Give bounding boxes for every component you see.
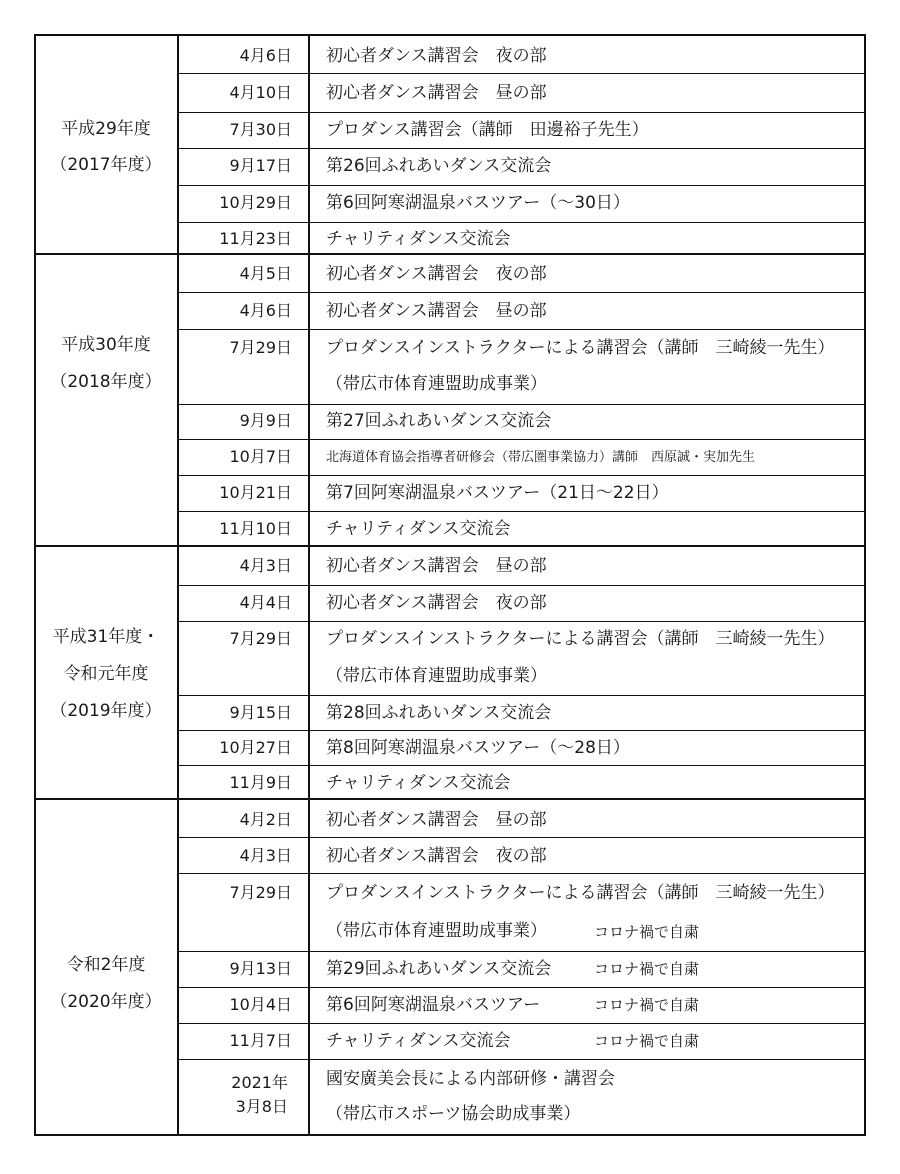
event-date: 4月6日	[239, 46, 292, 65]
row-separator	[177, 873, 866, 874]
event-name: チャリティダンス交流会	[326, 1031, 511, 1051]
event-name: 初心者ダンス講習会 昼の部	[326, 301, 547, 321]
event-name: 第27回ふれあいダンス交流会	[326, 411, 552, 431]
row-separator	[177, 987, 866, 988]
row-separator	[177, 765, 866, 766]
event-date: 3月8日	[235, 1097, 288, 1116]
event-date: 11月7日	[229, 1031, 292, 1050]
event-date: 7月29日	[229, 629, 292, 648]
row-separator	[177, 475, 866, 476]
event-name: 初心者ダンス講習会 昼の部	[326, 556, 547, 576]
row-separator	[177, 148, 866, 149]
event-date-year: 2021年	[231, 1073, 288, 1092]
event-name: 初心者ダンス講習会 昼の部	[326, 83, 547, 103]
row-separator	[177, 329, 866, 330]
row-separator	[177, 585, 866, 586]
event-date: 9月13日	[229, 959, 292, 978]
event-name: 第29回ふれあいダンス交流会	[326, 959, 552, 979]
event-date: 9月17日	[229, 156, 292, 175]
fiscal-year-label: 平成29年度	[61, 119, 151, 139]
event-status-note: コロナ禍で自粛	[594, 960, 700, 978]
row-separator	[177, 439, 866, 440]
event-date: 9月9日	[239, 411, 292, 430]
event-date: 7月30日	[229, 120, 292, 139]
event-subtitle: （帯広市体育連盟助成事業）	[326, 921, 547, 941]
row-separator	[177, 1059, 866, 1060]
event-name: 第7回阿寒湖温泉バスツアー（21日～22日）	[326, 483, 669, 503]
block-separator	[34, 253, 866, 255]
event-name: 第28回ふれあいダンス交流会	[326, 703, 552, 723]
row-separator	[177, 185, 866, 186]
row-separator	[177, 695, 866, 696]
event-date: 10月21日	[219, 483, 292, 502]
event-date: 10月27日	[219, 738, 292, 757]
row-separator	[177, 1023, 866, 1024]
event-name: 初心者ダンス講習会 昼の部	[326, 810, 547, 830]
event-date: 11月10日	[219, 519, 292, 538]
row-separator	[177, 292, 866, 293]
event-status-note: コロナ禍で自粛	[594, 923, 700, 941]
event-date: 7月29日	[229, 883, 292, 902]
fiscal-year-label: 平成31年度・	[52, 627, 160, 647]
event-name: チャリティダンス交流会	[326, 229, 511, 249]
event-date: 4月3日	[239, 846, 292, 865]
event-date: 10月7日	[229, 447, 292, 466]
row-separator	[177, 73, 866, 74]
table-border-top	[34, 34, 866, 36]
block-separator	[34, 545, 866, 547]
event-name: 國安廣美会長による内部研修・講習会	[326, 1069, 615, 1089]
table-border-bottom	[34, 1134, 866, 1136]
event-date: 11月23日	[219, 229, 292, 248]
event-status-note: コロナ禍で自粛	[594, 1032, 700, 1050]
row-separator	[177, 222, 866, 223]
event-date: 4月5日	[239, 264, 292, 283]
fiscal-year-label: 令和元年度	[63, 664, 149, 684]
row-separator	[177, 951, 866, 952]
event-name: プロダンス講習会（講師 田邊裕子先生）	[326, 120, 649, 140]
event-date: 10月4日	[229, 995, 292, 1014]
fiscal-year-label: （2019年度）	[50, 701, 162, 721]
event-name: チャリティダンス交流会	[326, 519, 511, 539]
event-name: 北海道体育協会指導者研修会（帯広圏事業協力）講師 西原誠・実加先生	[326, 450, 756, 465]
event-name: 第6回阿寒湖温泉バスツアー	[326, 995, 541, 1015]
event-date: 10月29日	[219, 193, 292, 212]
event-name: プロダンスインストラクターによる講習会（講師 三崎綾一先生）	[326, 629, 835, 649]
fiscal-year-label: （2017年度）	[50, 155, 162, 175]
event-name: 第6回阿寒湖温泉バスツアー（～30日）	[326, 193, 630, 213]
event-name: 初心者ダンス講習会 夜の部	[326, 46, 547, 66]
event-subtitle: （帯広市体育連盟助成事業）	[326, 374, 547, 394]
event-date: 4月4日	[239, 593, 292, 612]
event-date: 4月10日	[229, 83, 292, 102]
row-separator	[177, 621, 866, 622]
event-name: 第8回阿寒湖温泉バスツアー（～28日）	[326, 738, 630, 758]
event-date: 9月15日	[229, 703, 292, 722]
event-name: 初心者ダンス講習会 夜の部	[326, 264, 547, 284]
fiscal-year-label: 令和2年度	[66, 955, 146, 975]
event-date: 7月29日	[229, 338, 292, 357]
event-name: 初心者ダンス講習会 夜の部	[326, 846, 547, 866]
event-name: プロダンスインストラクターによる講習会（講師 三崎綾一先生）	[326, 338, 835, 358]
event-name: 初心者ダンス講習会 夜の部	[326, 593, 547, 613]
event-date: 11月9日	[229, 773, 292, 792]
row-separator	[177, 730, 866, 731]
event-name: チャリティダンス交流会	[326, 773, 511, 793]
row-separator	[177, 837, 866, 838]
row-separator	[177, 511, 866, 512]
row-separator	[177, 112, 866, 113]
fiscal-year-label: （2018年度）	[50, 372, 162, 392]
block-separator	[34, 798, 866, 800]
event-name: プロダンスインストラクターによる講習会（講師 三崎綾一先生）	[326, 883, 835, 903]
event-date: 4月3日	[239, 556, 292, 575]
event-subtitle: （帯広市スポーツ協会助成事業）	[326, 1104, 581, 1124]
row-separator	[177, 404, 866, 405]
event-name: 第26回ふれあいダンス交流会	[326, 156, 552, 176]
event-subtitle: （帯広市体育連盟助成事業）	[326, 666, 547, 686]
event-date: 4月6日	[239, 301, 292, 320]
event-date: 4月2日	[239, 810, 292, 829]
fiscal-year-label: （2020年度）	[50, 992, 162, 1012]
fiscal-year-label: 平成30年度	[61, 335, 151, 355]
event-status-note: コロナ禍で自粛	[594, 996, 700, 1014]
